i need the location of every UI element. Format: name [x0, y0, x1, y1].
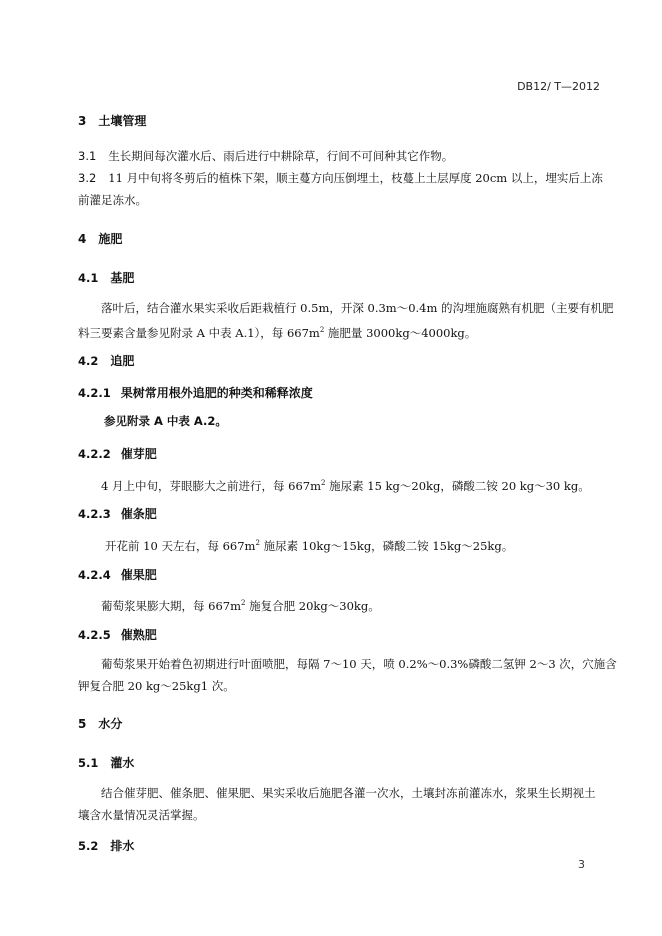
clause-text: 生长期间每次灌水后、雨后进行中耕除草，行间不可间种其它作物。: [108, 149, 454, 163]
clause-3-2-line2: 前灌足冻水。: [78, 193, 147, 207]
clause-number: 4.2: [78, 354, 99, 368]
clause-4-2-2-heading: [78, 445, 157, 462]
clause-3-1: [78, 145, 453, 167]
text-part: 施尿素 15 kg～20kg，磷酸二铵 20 kg～30 kg。: [325, 478, 590, 493]
clause-4-2-5-line2: 钾复合肥 20 kg～25kg1 次。: [78, 679, 235, 693]
clause-title: 催果肥: [120, 568, 157, 582]
superscript: 2: [255, 539, 260, 547]
clause-number: 5.1: [78, 756, 99, 770]
clause-4-2-3-heading: [78, 505, 157, 522]
clause-4-2-heading: [78, 352, 134, 369]
clause-number: 5.2: [78, 839, 99, 853]
superscript: 2: [241, 599, 246, 607]
clause-title: 果树常用根外追肥的种类和稀释浓度: [120, 386, 313, 400]
section-number: 5: [78, 717, 87, 731]
clause-number: 4.2.4: [78, 568, 111, 582]
section-number: 3: [78, 114, 87, 128]
clause-4-2-4-heading: [78, 566, 157, 583]
clause-5-1-line2: 壤含水量情况灵活掌握。: [78, 808, 205, 822]
section-3-heading: [78, 112, 146, 129]
clause-4-2-1-heading: [78, 384, 313, 401]
clause-number: 3.2: [78, 171, 97, 185]
clause-3-2: [78, 167, 603, 189]
superscript: 2: [319, 326, 325, 334]
text-part: 4 月上中旬，芽眼膨大之前进行，每 667m: [101, 478, 321, 493]
section-title: 施肥: [98, 232, 123, 246]
clause-title: 排水: [110, 839, 135, 853]
clause-4-1-heading: [78, 269, 134, 286]
clause-title: 催条肥: [120, 507, 157, 521]
clause-title: 灌水: [110, 756, 135, 770]
clause-number: 4.2.2: [78, 447, 111, 461]
text-part: 施尿素 10kg～15kg，磷酸二铵 15kg～25kg。: [259, 538, 514, 553]
clause-5-1-line1: 结合催芽肥、催条肥、催果肥、果实采收后施肥各灌一次水，土壤封冻前灌冻水，浆果生长期视土: [101, 786, 596, 800]
clause-4-2-1-text: 参见附录 A 中表 A.2。: [104, 414, 227, 428]
clause-4-2-2-text: [101, 472, 590, 497]
text-part: 施肥量 3000kg～4000kg。: [324, 325, 477, 340]
clause-4-2-5-line1: 葡萄浆果开始着色初期进行叶面喷肥，每隔 7～10 天，喷 0.2%～0.3%磷酸二氢钾 2～3 次，穴施含: [101, 657, 617, 671]
clause-5-1-heading: [78, 754, 134, 771]
clause-4-2-5-heading: [78, 626, 157, 643]
section-title: 土壤管理: [98, 114, 147, 128]
section-number: 4: [78, 232, 87, 246]
section-4-heading: [78, 230, 122, 247]
clause-number: 4.2.1: [78, 386, 111, 400]
clause-4-1-line2: [78, 319, 476, 344]
page-number: 3: [578, 858, 585, 871]
text-part: 施复合肥 20kg～30kg。: [245, 598, 380, 613]
document-code: DB12/ T—2012: [517, 80, 600, 93]
text-part: 开花前 10 天左右，每 667m: [105, 538, 256, 553]
text-part: 葡萄浆果膨大期，每 667m: [101, 598, 242, 613]
clause-title: 基肥: [110, 271, 135, 285]
section-title: 水分: [98, 717, 123, 731]
clause-title: 催芽肥: [120, 447, 157, 461]
section-5-heading: [78, 715, 122, 732]
clause-4-2-4-text: [101, 592, 380, 617]
clause-title: 追肥: [110, 354, 135, 368]
clause-4-1-line1: 落叶后，结合灌水果实采收后距栽植行 0.5m，开深 0.3m～0.4m 的沟埋施腐熟有机肥（主要有机肥: [101, 301, 614, 315]
clause-4-2-3-text: [105, 532, 513, 557]
text-part: 料三要素含量参见附录 A 中表 A.1），每 667m: [78, 325, 320, 340]
clause-5-2-heading: [78, 837, 134, 854]
clause-title: 催熟肥: [120, 628, 157, 642]
superscript: 2: [320, 479, 326, 487]
clause-number: 3.1: [78, 149, 97, 163]
clause-number: 4.1: [78, 271, 99, 285]
clause-number: 4.2.5: [78, 628, 111, 642]
clause-number: 4.2.3: [78, 507, 111, 521]
clause-text-line1: 11 月中旬将冬剪后的植株下架，顺主蔓方向压倒埋土，枝蔓上土层厚度 20cm 以上，埋实后上冻: [108, 171, 603, 185]
